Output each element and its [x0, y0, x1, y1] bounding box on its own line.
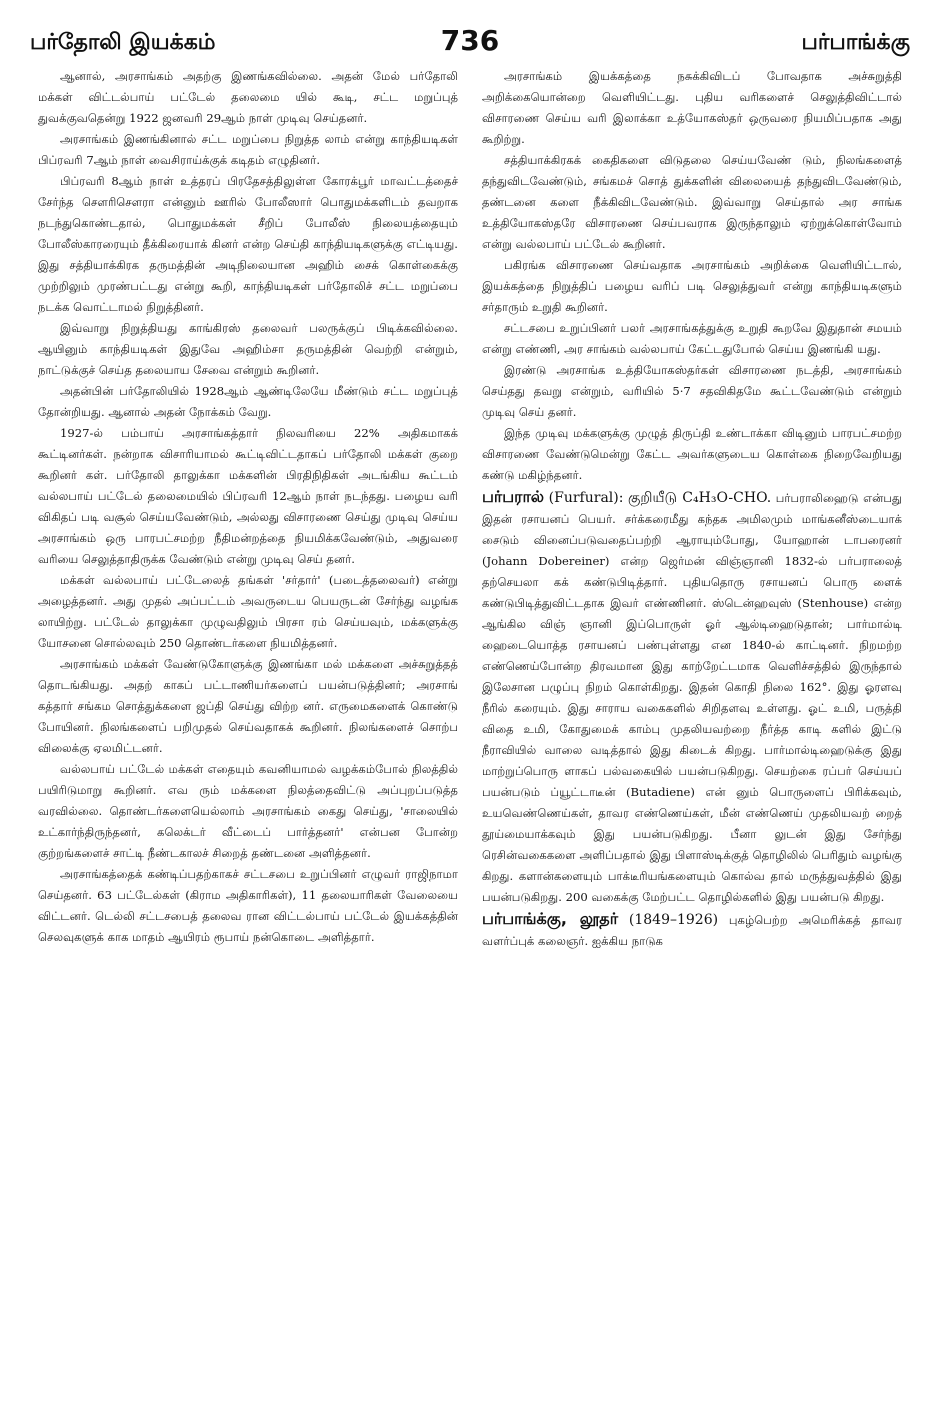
paragraph: அரசாங்கத்தைக் கண்டிப்பதற்காகச் சட்டசபை உறுப்பினர் எழுவர் ராஜிநாமா செய்தனர். 63 பட்டேல்கள் (கிராம அதிகாரிகள்), 11 தலையாரிகள் வேலையை விட்டனர். டெல்லி சட்டசபைத் தலைவ ரான விட்டல்பாய் பட்டேல் இயக்கத்தின் செலவுகளுக் காக மாதம் ஆயிரம் ரூபாய் நன்கொடை அளித்தார்.: [38, 867, 458, 944]
paragraph: சத்தியாக்கிரகக் கைதிகளை விடுதலை செய்யவேண் டும், நிலங்களைத் தந்துவிடவேண்டும், சங்கமச் சொத் துக்களின் விலையைத் தந்துவிடவேண்டும், தண்டனை களை நீக்கிவிடவேண்டும். இவ்வாறு செய்தால் அர சாங்க உத்தியோகஸ்தரே விசாரணை செய்பவராக இருந்தாலும் ஏற்றுக்கொள்வோம் என்று வல்லபாய் பட்டேல் கூறினர்.: [482, 153, 902, 251]
entry-body: பர்பராலிஹைடு என்பது இதன் ரசாயனப் பெயர். சர்க்கரைமீது கந்தக அமிலமும் மாங்கனீஸ்டையாக் சைடும் வினைப்படுவதைப்பற்றி ஆராயும்போது, யோஹான் டாபரைனர் (Johann Dobereiner) என்ற ஜெர்மன் விஞ்ஞானி 1832-ல் பர்பராலைத் தற்செயலா கக் கண்டுபிடித்தார். புதியதொரு ரசாயனப் பொரு ளைக் கண்டுபிடித்துவிட்டதாக இவர் எண்ணினர். ஸ்டென்ஹவுஸ் (Stenhouse) என்ற ஆங்கில விஞ் ஞானி இப்பொருள் ஓர் ஆல்டிஹைடுதான்; பார்மால்டி ஹைடையொத்த ரசாயனப் பண்புள்ளது என 1840-ல் காட்டினர். நிறமற்ற எண்ணெய்போன்ற திரவமான இது காற்றேட்டமாக வெளிச்சத்தில் இருந்தால் இலேசான பழுப்பு நிறம் கொள்கிறது. இதன் கொதி நிலை 162°. இது ஓரளவு நீரில் கரையும். இது சாராய வகைகளில் சிறிதளவு உள்ளது. ஓட் உமி, பருத்தி விதை உமி, கோதுமைக் காம்பு முதலியவற்றை நீர்த்த காடி களில் இட்டு நீராவியில் வாலை வடித்தால் இது கிடைக் கிறது. பார்மால்டிஹைடுக்கு இது மாற்றுப்பொரு ளாகப் பல்வகையில் பயன்படுகிறது. செயற்கை ரப்பர் செய்யப் பயன்படும் ப்யூட்டாடீன் (Butadiene) என் னும் பொருளைப் பிரிக்கவும், உயவெண்ணெய்கள், தாவர எண்ணெய்கள், மீன் எண்ணெய் முதலியவற் றைத் தூய்மையாக்கவும் இது பயன்படுகிறது. பீனா லுடன் இது சேர்ந்து ரெசின்வகைகளை அளிப்பதால் இது பிளாஸ்டிக்குத் தொழிலில் பெரிதும் வழங்கு கிறது. களான்களையும் பாக்டீரியங்களையும் கொல்வ தால் மருத்துவத்தில் இது பயன்படுகிறது. 200 வகைக்கு மேற்பட்ட தொழில்களில் இது பயன்படு கிறது.: [482, 491, 902, 904]
left-column: [38, 66, 458, 1411]
paragraph: இந்த முடிவு மக்களுக்கு முழுத் திருப்தி உண்டாக்கா விடினும் பாரபட்சமற்ற விசாரணை வேண்டுமென்று கேட்ட அவர்களுடைய கொள்கை நிறைவேறியது கண்டு மகிழ்ந்தனர்.: [482, 426, 902, 482]
paragraph: அரசாங்கம் இயக்கத்தை நசுக்கிவிடப் போவதாக அச்சுறுத்தி அறிக்கையொன்றை வெளியிட்டது. புதிய வரிகளைச் செலுத்திவிட்டால் விசாரணை செய்ய வரி இலாக்கா உத்யோகஸ்தர் ஒருவரை நியமிப்பதாக அது கூறிற்று.: [482, 69, 902, 146]
paragraph: வல்லபாய் பட்டேல் மக்கள் எதையும் கவனியாமல் வழக்கம்போல் நிலத்தில் பயிரிடுமாறு கூறினர். எவ ரும் மக்களை நிலத்தைவிட்டு அப்புறப்படுத்த வரவில்லை. தொண்டர்களையெல்லாம் அரசாங்கம் கைது செய்து, 'சாலையில் உட்கார்ந்திருந்தனர், கலெக்டர் வீட்டைப் பார்த்தனர்' என்பன போன்ற குற்றங்களைச் சாட்டி நீண்டகாலச் சிறைத் தண்டனை அளித்தனர்.: [38, 762, 458, 860]
paragraph: சட்டசபை உறுப்பினர் பலர் அரசாங்கத்துக்கு உறுதி கூறவே இதுதான் சமயம் என்று எண்ணி, அர சாங்கம் வல்லபாய் கேட்டதுபோல் செய்ய இணங்கி யது.: [482, 321, 902, 356]
paragraph: அதன்பின் பர்தோலியில் 1928ஆம் ஆண்டிலேயே மீண்டும் சட்ட மறுப்புத் தோன்றியது. ஆனால் அதன் நோக்கம் வேறு.: [38, 384, 458, 419]
running-head-right: பர்பாங்க்கு: [801, 30, 910, 55]
page-number: 736: [440, 24, 500, 57]
page-header: [30, 24, 910, 64]
paragraph: அரசாங்கம் மக்கள் வேண்டுகோளுக்கு இணங்கா மல் மக்களை அச்சுறுத்தத் தொடங்கியது. அதற் காகப் பட்டாணியர்களைப் பயன்படுத்தினர்; அரசாங் கத்தார் சங்கம சொத்துக்களை ஜப்தி செய்து விற்ற னர். எருமைகளைக் கொண்டு போயினர். நிலங்களைப் பறிமுதல் செய்வதாகக் கூறினர். நிலங்களைச் சொற்ப விலைக்கு ஏலமிட்டனர்.: [38, 657, 458, 755]
entry-body: புகழ்பெற்ற அமெரிக்கத் தாவர வளர்ப்புக் கலைஞர். ஐக்கிய நாடுக: [482, 913, 902, 948]
paragraph: பிப்ரவரி 8ஆம் நாள் உத்தரப் பிரதேசத்திலுள்ள கோரக்பூர் மாவட்டத்தைச் சேர்ந்த சௌரிசௌரா என்னும் ஊரில் போலீஸார் பொதுமக்களிடம் தவறாக நடந்துகொண்டதால், பொதுமக்கள் சீறிப் போலீஸ் நிலையத்தையும் போலீஸ்காரரையும் தீக்கிரையாக் கினர் என்ற செய்தி காந்தியடிகளுக்கு எட்டியது. இது சத்தியாக்கிரக தருமத்தின் அடிநிலையான அஹிம் சைக் கொள்கைக்கு முற்றிலும் முரண்பட்டது என்று கூறி, காந்தியடிகள் பர்தோலிச் சட்ட மறுப்பை நடக்க வொட்டாமல் நிறுத்தினர்.: [38, 174, 458, 314]
right-column: [482, 66, 902, 1411]
paragraph: இரண்டு அரசாங்க உத்தியோகஸ்தர்கள் விசாரணை நடத்தி, அரசாங்கம் செய்தது தவறு என்றும், வரியில் 5·7 சதவிகிதமே கூட்டவேண்டும் என்றும் முடிவு செய் தனர்.: [482, 363, 902, 419]
paragraph: 1927-ல் பம்பாய் அரசாங்கத்தார் நிலவரியை 22% அதிகமாகக் கூட்டினர்கள். நன்றாக விசாரியாமல் கூட்டிவிட்டதாகப் பர்தோலி மக்கள் குறை கூறினர் கள். பர்தோலி தாலுக்கா மக்களின் பிரதிநிதிகள் அடங்கிய கூட்டம் வல்லபாய் பட்டேல் தலைமையில் பிப்ரவரி 12ஆம் நாள் நடந்தது. பழைய வரி விகிதப் படி வசூல் செய்யவேண்டும், அல்லது விசாரணை செய்து முடிவு செய்ய அரசாங்கம் ஒரு பாரபட்சமற்ற நீதிமன்றத்தை நியமிக்கவேண்டும், அதுவரை வரியை செலுத்தாதிருக்க வேண்டும் என்று முடிவு செய் தனர்.: [38, 426, 458, 566]
paragraph: ஆனால், அரசாங்கம் அதற்கு இணங்கவில்லை. அதன் மேல் பர்தோலி மக்கள் விட்டல்பாய் பட்டேல் தலைமை யில் கூடி, சட்ட மறுப்புத் துவக்குவதென்று 1922 ஜனவரி 29ஆம் நாள் முடிவு செய்தனர்.: [38, 69, 458, 125]
entry-title: பர்பரால்: [482, 487, 545, 506]
entry-furfural: [482, 486, 902, 908]
paragraph: அரசாங்கம் இணங்கினால் சட்ட மறுப்பை நிறுத்த லாம் என்று காந்தியடிகள் பிப்ரவரி 7ஆம் நாள் வைசிராய்க்குக் கடிதம் எழுதினர்.: [38, 132, 458, 167]
entry-burbank: [482, 908, 902, 952]
paragraph: மக்கள் வல்லபாய் பட்டேலைத் தங்கள் 'சர்தார்' (படைத்தலைவர்) என்று அழைத்தனர். அது முதல் அப்பட்டம் அவருடைய பெயருடன் சேர்ந்து வழங்க லாயிற்று. பட்டேல் தாலுக்கா முழுவதிலும் பிரசா ரம் செய்யவும், மக்களுக்கு யோசனை சொல்லவும் 250 தொண்டர்களை நியமித்தனர்.: [38, 573, 458, 650]
running-head-left: பர்தோலி இயக்கம்: [30, 30, 216, 55]
entry-latin-name: (Furfural):: [548, 490, 624, 506]
paragraph: இவ்வாறு நிறுத்தியது காங்கிரஸ் தலைவர் பலருக்குப் பிடிக்கவில்லை. ஆயினும் காந்தியடிகள் இதுவே அஹிம்சா தருமத்தின் வெற்றி என்றும், நாட்டுக்குச் செய்த தலையாய சேவை என்றும் கூறினர்.: [38, 321, 458, 377]
chemical-formula: குறியீடு C₄H₃O-CHO.: [628, 490, 772, 506]
entry-years: (1849–1926): [628, 912, 719, 928]
entry-title: பர்பாங்க்கு, லூதர்: [482, 909, 619, 928]
paragraph: பகிரங்க விசாரணை செய்வதாக அரசாங்கம் அறிக்கை வெளியிட்டால், இயக்கத்தை நிறுத்திப் பழைய வரிப் படி செலுத்துவர் என்று காந்தியடிகளும் சர்தாரும் உறுதி கூறினர்.: [482, 258, 902, 314]
